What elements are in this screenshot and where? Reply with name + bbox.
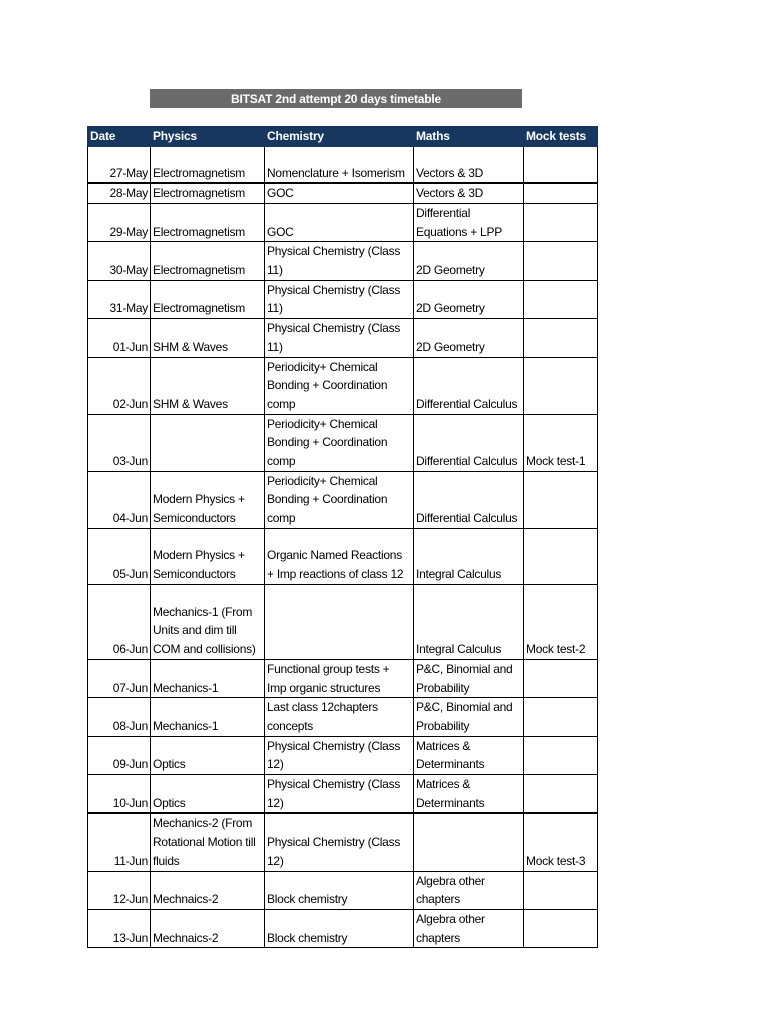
cell-chemistry: Periodicity+ Chemical Bonding + Coordination comp: [265, 357, 414, 414]
cell-maths: Algebra other chapters: [414, 871, 524, 909]
cell-date: 05-Jun: [88, 528, 151, 584]
timetable: [87, 126, 598, 948]
cell-maths: Vectors & 3D: [414, 146, 524, 183]
cell-physics: Electromagnetism: [151, 146, 265, 183]
table-row: [88, 871, 598, 909]
cell-mock-test: [524, 357, 598, 414]
table-row: [88, 146, 598, 183]
table-row: [88, 357, 598, 414]
cell-chemistry: Block chemistry: [265, 871, 414, 909]
cell-physics: Electromagnetism: [151, 203, 265, 241]
cell-physics: Mechanics-1 (From Units and dim till COM and collisions): [151, 584, 265, 659]
cell-physics: Electromagnetism: [151, 183, 265, 203]
cell-mock-test: Mock test-2: [524, 584, 598, 659]
cell-mock-test: [524, 203, 598, 241]
cell-maths: Matrices & Determinants: [414, 736, 524, 774]
cell-date: 12-Jun: [88, 871, 151, 909]
cell-date: 28-May: [88, 183, 151, 203]
cell-maths: Vectors & 3D: [414, 183, 524, 203]
table-row: [88, 736, 598, 774]
cell-mock-test: [524, 471, 598, 528]
cell-maths: P&C, Binomial and Probability: [414, 698, 524, 736]
cell-date: 30-May: [88, 242, 151, 280]
cell-physics: Mechanics-1: [151, 698, 265, 736]
cell-mock-test: [524, 319, 598, 357]
header-date: Date: [88, 127, 151, 147]
cell-physics: Mechanics-1: [151, 659, 265, 697]
cell-chemistry: Block chemistry: [265, 910, 414, 948]
cell-chemistry: Nomenclature + Isomerism: [265, 146, 414, 183]
header-row: [88, 127, 598, 147]
header-mock-tests: Mock tests: [524, 127, 598, 147]
cell-date: 03-Jun: [88, 414, 151, 471]
cell-date: 06-Jun: [88, 584, 151, 659]
cell-chemistry: Physical Chemistry (Class 11): [265, 280, 414, 318]
table-row: [88, 203, 598, 241]
cell-physics: Modern Physics + Semiconductors: [151, 471, 265, 528]
cell-mock-test: [524, 280, 598, 318]
cell-mock-test: [524, 146, 598, 183]
cell-mock-test: [524, 910, 598, 948]
table-row: [88, 242, 598, 280]
cell-chemistry: Physical Chemistry (Class 11): [265, 319, 414, 357]
cell-date: 11-Jun: [88, 813, 151, 871]
cell-mock-test: [524, 736, 598, 774]
cell-physics: Mechanics-2 (From Rotational Motion till fluids: [151, 813, 265, 871]
cell-date: 01-Jun: [88, 319, 151, 357]
cell-maths: 2D Geometry: [414, 242, 524, 280]
table-row: [88, 659, 598, 697]
cell-chemistry: GOC: [265, 203, 414, 241]
cell-mock-test: [524, 775, 598, 814]
cell-mock-test: [524, 698, 598, 736]
header-physics: Physics: [151, 127, 265, 147]
table-row: [88, 471, 598, 528]
cell-maths: Integral Calculus: [414, 528, 524, 584]
cell-maths: P&C, Binomial and Probability: [414, 659, 524, 697]
cell-maths: 2D Geometry: [414, 280, 524, 318]
cell-date: 08-Jun: [88, 698, 151, 736]
cell-date: 09-Jun: [88, 736, 151, 774]
cell-date: 29-May: [88, 203, 151, 241]
cell-mock-test: [524, 242, 598, 280]
table-row: [88, 813, 598, 871]
table-row: [88, 414, 598, 471]
cell-mock-test: [524, 659, 598, 697]
table-row: [88, 183, 598, 203]
table-row: [88, 528, 598, 584]
cell-maths: Algebra other chapters: [414, 910, 524, 948]
cell-date: 10-Jun: [88, 775, 151, 814]
cell-maths: Matrices & Determinants: [414, 775, 524, 814]
table-row: [88, 910, 598, 948]
table-row: [88, 280, 598, 318]
cell-date: 31-May: [88, 280, 151, 318]
cell-chemistry: Physical Chemistry (Class 12): [265, 813, 414, 871]
cell-maths: [414, 813, 524, 871]
cell-chemistry: Periodicity+ Chemical Bonding + Coordination comp: [265, 471, 414, 528]
cell-chemistry: GOC: [265, 183, 414, 203]
cell-physics: Mechnaics-2: [151, 910, 265, 948]
cell-physics: SHM & Waves: [151, 357, 265, 414]
cell-maths: Differential Equations + LPP: [414, 203, 524, 241]
cell-physics: Electromagnetism: [151, 280, 265, 318]
cell-maths: Differential Calculus: [414, 471, 524, 528]
cell-chemistry: Periodicity+ Chemical Bonding + Coordination comp: [265, 414, 414, 471]
cell-chemistry: Physical Chemistry (Class 12): [265, 736, 414, 774]
cell-mock-test: [524, 183, 598, 203]
cell-chemistry: Physical Chemistry (Class 11): [265, 242, 414, 280]
cell-chemistry: [265, 584, 414, 659]
cell-chemistry: Last class 12chapters concepts: [265, 698, 414, 736]
cell-maths: Integral Calculus: [414, 584, 524, 659]
cell-chemistry: Physical Chemistry (Class 12): [265, 775, 414, 814]
cell-physics: Modern Physics + Semiconductors: [151, 528, 265, 584]
cell-mock-test: Mock test-1: [524, 414, 598, 471]
cell-date: 02-Jun: [88, 357, 151, 414]
table-header: [88, 127, 598, 147]
cell-physics: Optics: [151, 736, 265, 774]
cell-physics: Mechnaics-2: [151, 871, 265, 909]
cell-maths: Differential Calculus: [414, 357, 524, 414]
header-chemistry: Chemistry: [265, 127, 414, 147]
cell-date: 27-May: [88, 146, 151, 183]
cell-date: 07-Jun: [88, 659, 151, 697]
table-row: [88, 775, 598, 814]
cell-date: 04-Jun: [88, 471, 151, 528]
cell-date: 13-Jun: [88, 910, 151, 948]
table-row: [88, 319, 598, 357]
cell-chemistry: Functional group tests + Imp organic structures: [265, 659, 414, 697]
cell-physics: SHM & Waves: [151, 319, 265, 357]
cell-maths: 2D Geometry: [414, 319, 524, 357]
cell-maths: Differential Calculus: [414, 414, 524, 471]
table-row: [88, 584, 598, 659]
table-body: [88, 146, 598, 948]
cell-mock-test: Mock test-3: [524, 813, 598, 871]
cell-physics: [151, 414, 265, 471]
cell-mock-test: [524, 871, 598, 909]
cell-chemistry: Organic Named Reactions + Imp reactions of class 12: [265, 528, 414, 584]
cell-physics: Electromagnetism: [151, 242, 265, 280]
table-row: [88, 698, 598, 736]
cell-mock-test: [524, 528, 598, 584]
cell-physics: Optics: [151, 775, 265, 814]
timetable-title: BITSAT 2nd attempt 20 days timetable: [150, 89, 522, 108]
header-maths: Maths: [414, 127, 524, 147]
